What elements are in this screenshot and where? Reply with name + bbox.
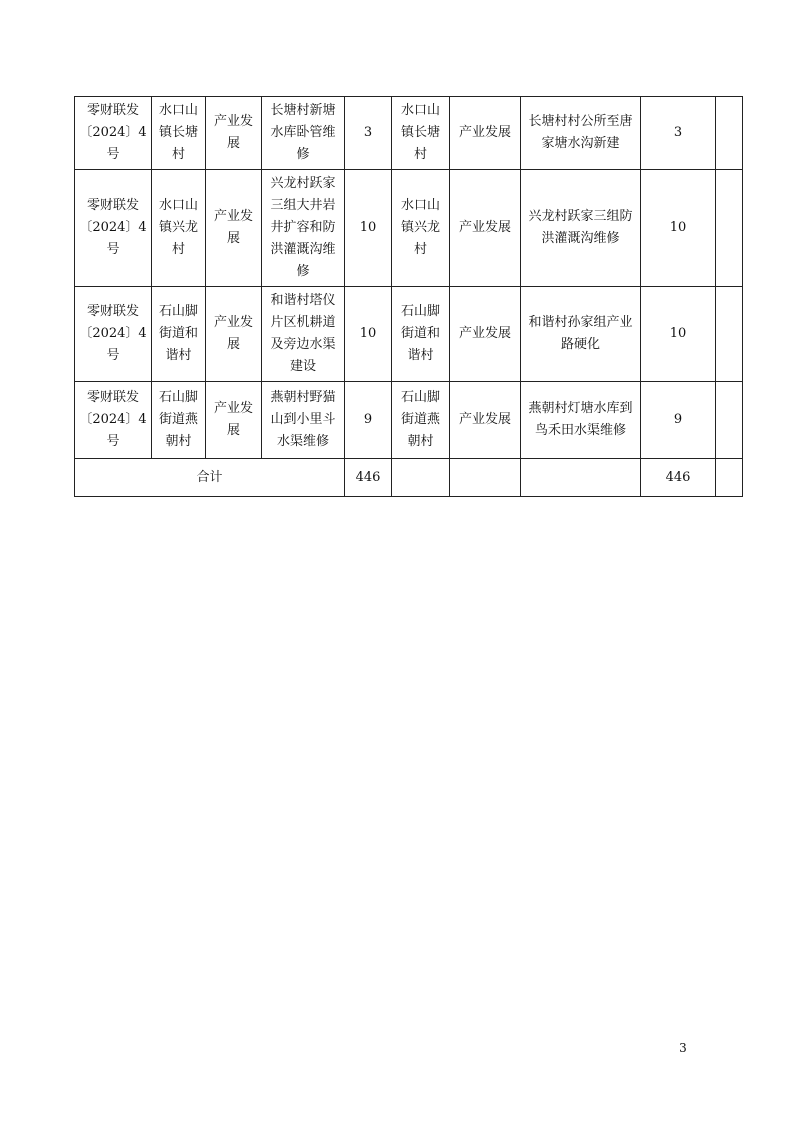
- adjusted-location-cell: 水口山镇长塘村: [392, 97, 450, 170]
- adjusted-project-cell: 长塘村村公所至唐家塘水沟新建: [521, 97, 641, 170]
- original-amount-cell: 10: [345, 287, 392, 382]
- original-project-cell: 燕朝村野猫山到小里斗水渠维修: [262, 382, 345, 459]
- adjusted-project-cell: 兴龙村跃家三组防洪灌溉沟维修: [521, 170, 641, 287]
- original-amount-cell: 9: [345, 382, 392, 459]
- adjusted-category-cell: 产业发展: [450, 382, 521, 459]
- original-category-cell: 产业发展: [206, 287, 262, 382]
- empty-cell: [450, 459, 521, 497]
- original-location-cell: 石山脚街道和谐村: [152, 287, 206, 382]
- adjusted-location-cell: 石山脚街道燕朝村: [392, 382, 450, 459]
- doc-number-cell: 零财联发〔2024〕4号: [75, 97, 152, 170]
- adjusted-amount-cell: 3: [641, 97, 716, 170]
- adjusted-location-cell: 石山脚街道和谐村: [392, 287, 450, 382]
- original-category-cell: 产业发展: [206, 170, 262, 287]
- table-row: [75, 287, 743, 382]
- adjusted-amount-cell: 10: [641, 287, 716, 382]
- total-label: 合计: [75, 459, 345, 497]
- original-location-cell: 石山脚街道燕朝村: [152, 382, 206, 459]
- original-project-cell: 和谐村塔仪片区机耕道及旁边水渠建设: [262, 287, 345, 382]
- adjusted-amount-cell: 9: [641, 382, 716, 459]
- total-adjusted-amount: 446: [641, 459, 716, 497]
- original-location-cell: 水口山镇兴龙村: [152, 170, 206, 287]
- doc-number-cell: 零财联发〔2024〕4号: [75, 170, 152, 287]
- adjusted-project-cell: 燕朝村灯塘水库到鸟禾田水渠维修: [521, 382, 641, 459]
- remark-cell: [716, 97, 743, 170]
- adjusted-project-cell: 和谐村孙家组产业路硬化: [521, 287, 641, 382]
- fund-adjustment-table: [74, 96, 743, 497]
- adjusted-category-cell: 产业发展: [450, 97, 521, 170]
- empty-cell: [521, 459, 641, 497]
- adjusted-category-cell: 产业发展: [450, 287, 521, 382]
- remark-cell: [716, 170, 743, 287]
- page-number: 3: [679, 1041, 687, 1055]
- table-row: [75, 382, 743, 459]
- original-project-cell: 长塘村新塘水库卧管维修: [262, 97, 345, 170]
- original-amount-cell: 3: [345, 97, 392, 170]
- original-location-cell: 水口山镇长塘村: [152, 97, 206, 170]
- total-row: [75, 459, 743, 497]
- remark-cell: [716, 287, 743, 382]
- original-project-cell: 兴龙村跃家三组大井岩井扩容和防洪灌溉沟维修: [262, 170, 345, 287]
- total-original-amount: 446: [345, 459, 392, 497]
- original-category-cell: 产业发展: [206, 382, 262, 459]
- remark-cell: [716, 382, 743, 459]
- original-category-cell: 产业发展: [206, 97, 262, 170]
- doc-number-cell: 零财联发〔2024〕4号: [75, 382, 152, 459]
- adjusted-category-cell: 产业发展: [450, 170, 521, 287]
- empty-cell: [716, 459, 743, 497]
- empty-cell: [392, 459, 450, 497]
- adjusted-amount-cell: 10: [641, 170, 716, 287]
- doc-number-cell: 零财联发〔2024〕4号: [75, 287, 152, 382]
- original-amount-cell: 10: [345, 170, 392, 287]
- adjusted-location-cell: 水口山镇兴龙村: [392, 170, 450, 287]
- table-row: [75, 170, 743, 287]
- table-row: [75, 97, 743, 170]
